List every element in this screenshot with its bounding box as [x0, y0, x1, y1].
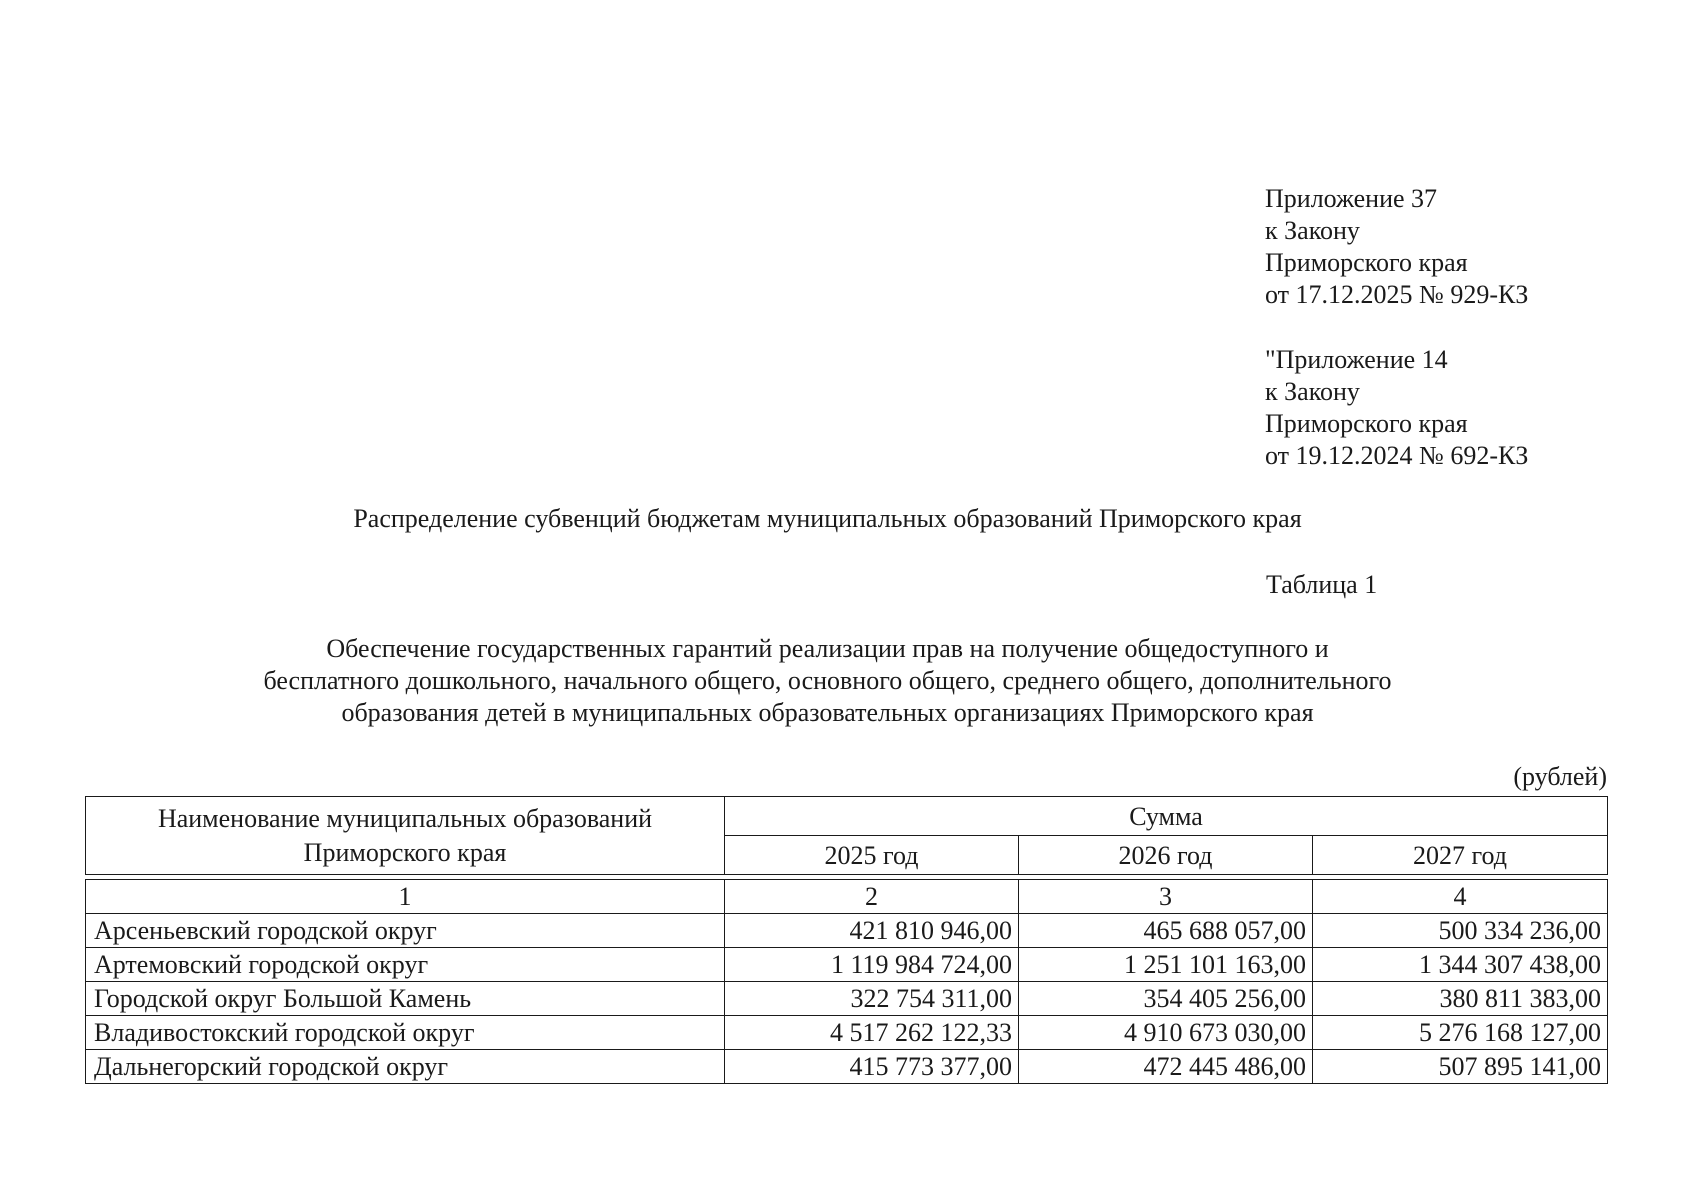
amount-2026: 1 251 101 163,00	[1019, 948, 1313, 982]
amount-2027: 380 811 383,00	[1313, 982, 1608, 1016]
subvention-table	[85, 796, 1608, 1084]
table-row	[86, 948, 1608, 982]
column-number: 4	[1313, 880, 1608, 914]
appendix-14-line4: от 19.12.2024 № 692-КЗ	[1265, 441, 1529, 470]
amount-2026: 4 910 673 030,00	[1019, 1016, 1313, 1050]
table-row	[86, 1050, 1608, 1084]
name-header-line1: Наименование муниципальных образований	[157, 803, 653, 833]
column-number: 2	[725, 880, 1019, 914]
amount-2026: 472 445 486,00	[1019, 1050, 1313, 1084]
main-title: Распределение субвенций бюджетам муниципальных образований Приморского края	[353, 504, 1302, 533]
appendix-14-line3: Приморского края	[1265, 409, 1468, 438]
name-column-header	[86, 797, 725, 875]
column-number: 3	[1019, 880, 1313, 914]
municipality-name: Артемовский городской округ	[86, 948, 725, 982]
appendix-14-header	[1265, 344, 1528, 472]
appendix-37-line3: Приморского края	[1265, 248, 1468, 277]
appendix-14-line2: к Закону	[1265, 377, 1360, 406]
table-row	[86, 982, 1608, 1016]
amount-2026: 354 405 256,00	[1019, 982, 1313, 1016]
amount-2027: 5 276 168 127,00	[1313, 1016, 1608, 1050]
subtitle-line3: образования детей в муниципальных образовательных организациях Приморского края	[341, 698, 1314, 727]
amount-2026: 465 688 057,00	[1019, 914, 1313, 948]
municipality-name: Арсеньевский городской округ	[86, 914, 725, 948]
table-number: Таблица 1	[1266, 570, 1378, 599]
table-row	[86, 1016, 1608, 1050]
amount-2025: 1 119 984 724,00	[725, 948, 1019, 982]
amount-2027: 1 344 307 438,00	[1313, 948, 1608, 982]
appendix-14-line1: "Приложение 14	[1265, 345, 1448, 374]
name-header-line2: Приморского края	[303, 837, 507, 867]
appendix-37-line1: Приложение 37	[1265, 184, 1438, 213]
year-header-2025: 2025 год	[725, 836, 1019, 875]
year-header-2027: 2027 год	[1313, 836, 1608, 875]
table-row	[86, 914, 1608, 948]
sum-column-header: Сумма	[725, 797, 1608, 836]
appendix-37-header	[1265, 183, 1528, 311]
table-subtitle	[0, 633, 1671, 729]
unit-label: (рублей)	[1513, 762, 1607, 791]
appendix-37-line4: от 17.12.2025 № 929-КЗ	[1265, 280, 1529, 309]
year-header-2026: 2026 год	[1019, 836, 1313, 875]
amount-2025: 415 773 377,00	[725, 1050, 1019, 1084]
appendix-37-line2: к Закону	[1265, 216, 1360, 245]
municipality-name: Городской округ Большой Камень	[86, 982, 725, 1016]
column-number-row	[86, 880, 1608, 914]
amount-2027: 500 334 236,00	[1313, 914, 1608, 948]
amount-2027: 507 895 141,00	[1313, 1050, 1608, 1084]
amount-2025: 421 810 946,00	[725, 914, 1019, 948]
amount-2025: 322 754 311,00	[725, 982, 1019, 1016]
municipality-name: Владивостокский городской округ	[86, 1016, 725, 1050]
municipality-name: Дальнегорский городской округ	[86, 1050, 725, 1084]
column-number: 1	[86, 880, 725, 914]
subtitle-line1: Обеспечение государственных гарантий реализации прав на получение общедоступного и	[326, 634, 1329, 663]
table-header-row	[86, 797, 1608, 836]
amount-2025: 4 517 262 122,33	[725, 1016, 1019, 1050]
subtitle-line2: бесплатного дошкольного, начального общего, основного общего, среднего общего, дополнительного	[263, 666, 1392, 695]
